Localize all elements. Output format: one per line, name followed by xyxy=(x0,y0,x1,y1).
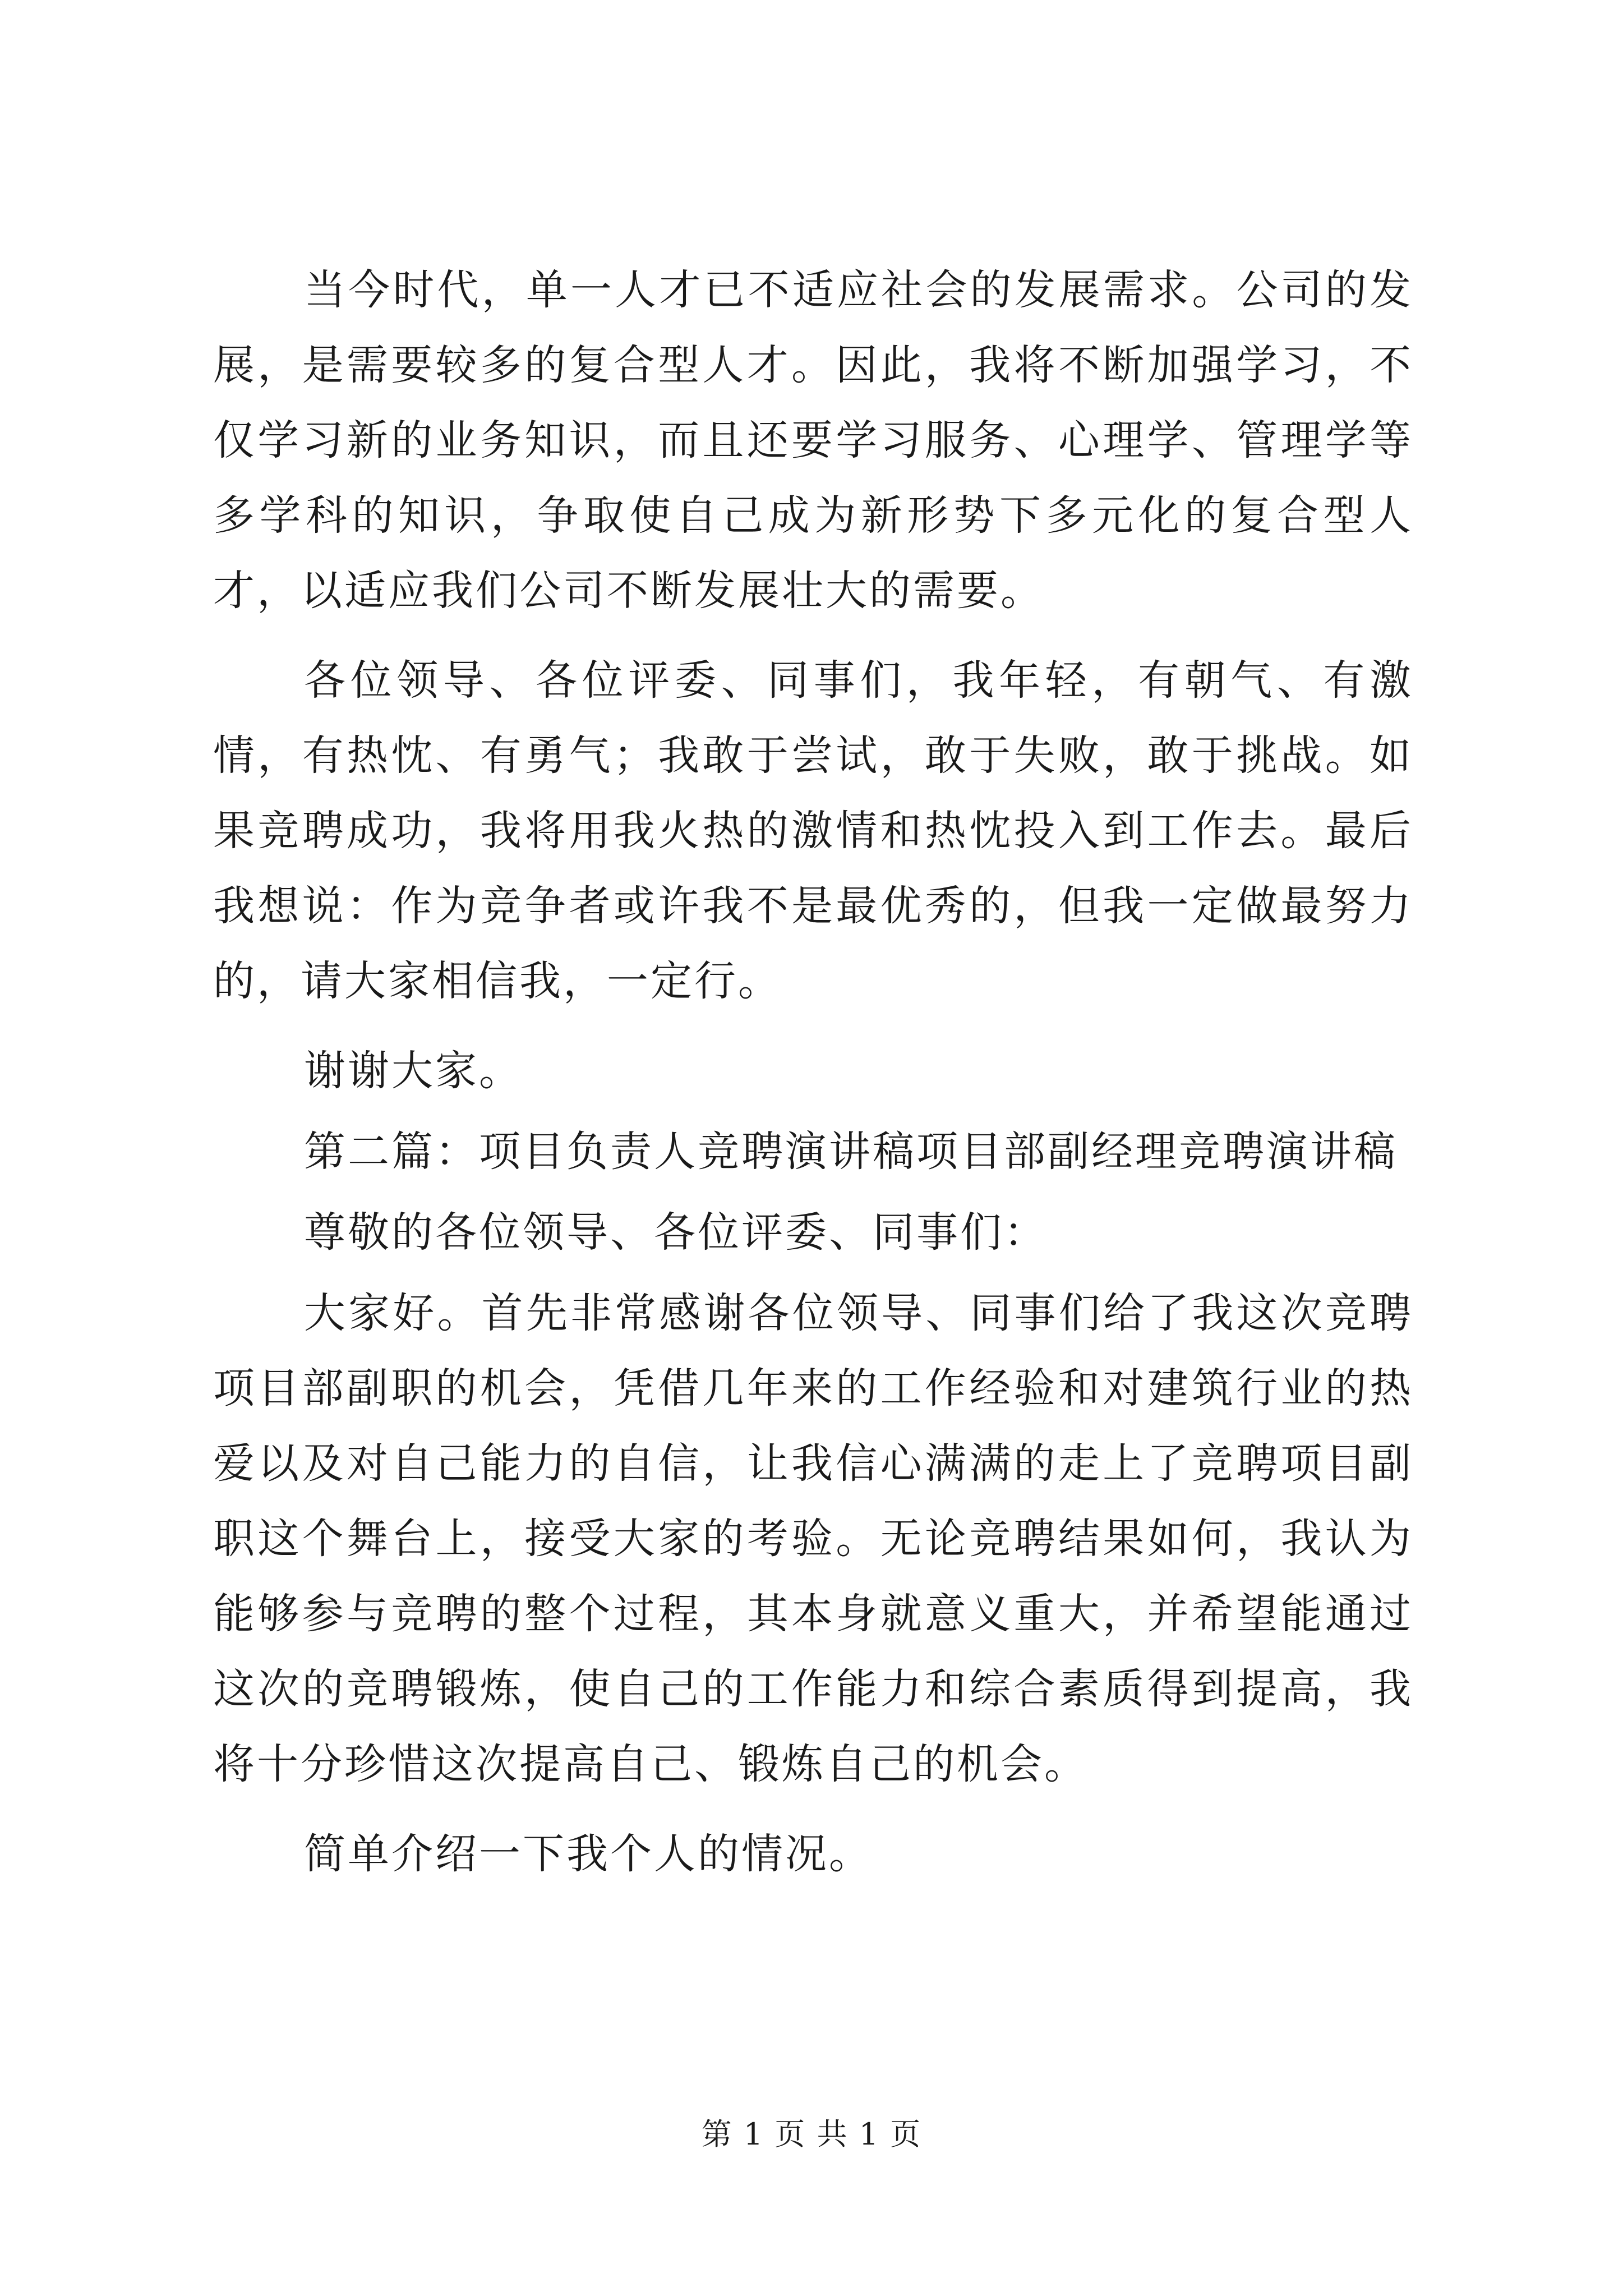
document-body xyxy=(213,252,1413,1906)
page-footer: 第 1 页 共 1 页 xyxy=(701,2116,922,2152)
paragraph-1: 当今时代，单一人才已不适应社会的发展需求。公司的发展，是需要较多的复合型人才。因此，我将不断加强学习，不仅学习新的业务知识，而且还要学习服务、心理学、管理学等多学科的知识，争取使自己成为新形势下多元化的复合型人才，以适应我们公司不断发展壮大的需要。 xyxy=(213,266,1413,615)
paragraph-6: 大家好。首先非常感谢各位领导、同事们给了我这次竞聘项目部副职的机会，凭借几年来的工作经验和对建筑行业的热爱以及对自己能力的自信，让我信心满满的走上了竞聘项目副职这个舞台上，接受大家的考验。无论竞聘结果如何，我认为能够参与竞聘的整个过程，其本身就意义重大，并希望能通过这次的竞聘锻炼，使自己的工作能力和综合素质得到提高，我将十分珍惜这次提高自己、锻炼自己的机会。 xyxy=(213,1289,1413,1788)
salutation: 尊敬的各位领导、各位评委、同事们： xyxy=(304,1208,1048,1257)
paragraph-7: 简单介绍一下我个人的情况。 xyxy=(304,1830,873,1878)
paragraph-2: 各位领导、各位评委、同事们，我年轻，有朝气、有激情，有热忱、有勇气；我敢于尝试，敢于失败，敢于挑战。如果竞聘成功，我将用我火热的激情和热忱投入到工作去。最后我想说：作为竞争者或许我不是最优秀的，但我一定做最努力的，请大家相信我，一定行。 xyxy=(213,656,1413,1005)
paragraph-3: 谢谢大家。 xyxy=(304,1047,523,1095)
section-heading: 第二篇：项目负责人竞聘演讲稿项目部副经理竞聘演讲稿 xyxy=(304,1128,1398,1176)
